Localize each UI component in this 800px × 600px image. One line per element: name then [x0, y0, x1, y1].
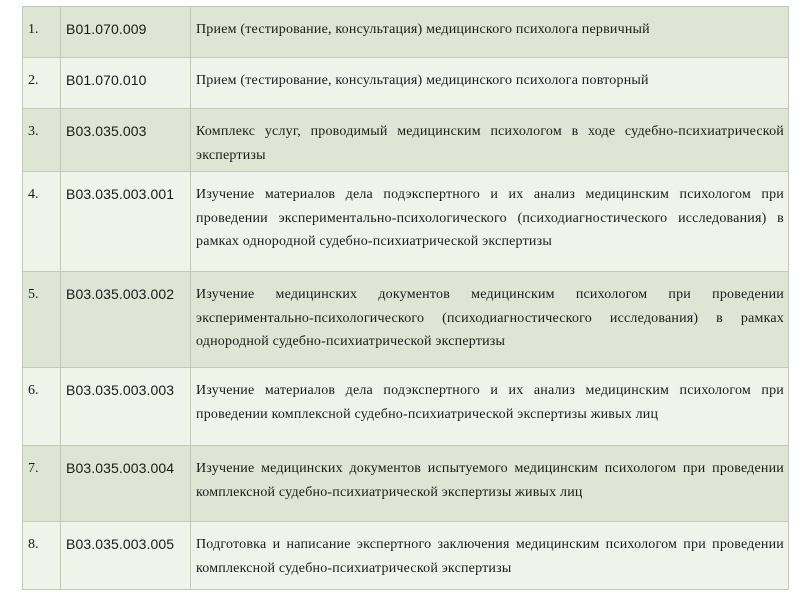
row-number: 7. — [23, 446, 61, 522]
row-number: 3. — [23, 109, 61, 172]
table-row — [23, 172, 789, 272]
table-row — [23, 58, 789, 109]
table-row — [23, 522, 789, 590]
table-row — [23, 446, 789, 522]
row-number: 4. — [23, 172, 61, 272]
service-description: Прием (тестирование, консультация) медицинского психолога первичный — [191, 7, 789, 58]
service-description: Подготовка и написание экспертного заключения медицинским психологом при проведении комплексной судебно-психиатрической экспертизы — [191, 522, 789, 590]
service-description: Изучение медицинских документов испытуемого медицинским психологом при проведении комплексной судебно-психиатрической экспертизы живых лиц — [191, 446, 789, 522]
row-number: 2. — [23, 58, 61, 109]
service-description: Прием (тестирование, консультация) медицинского психолога повторный — [191, 58, 789, 109]
row-number: 8. — [23, 522, 61, 590]
table-row — [23, 7, 789, 58]
table-row — [23, 368, 789, 446]
service-description: Изучение материалов дела подэкспертного и их анализ медицинским психологом при проведении экспериментально-психологического (психодиагностического исследования) в рамках однородной судебно-психиатрической экспертизы — [191, 172, 789, 272]
row-number: 5. — [23, 272, 61, 368]
row-number: 1. — [23, 7, 61, 58]
service-code: B01.070.009 — [61, 7, 191, 58]
service-code: B03.035.003.004 — [61, 446, 191, 522]
service-code: B03.035.003.002 — [61, 272, 191, 368]
service-description: Комплекс услуг, проводимый медицинским психологом в ходе судебно-психиатрической экспертизы — [191, 109, 789, 172]
service-code: B01.070.010 — [61, 58, 191, 109]
service-code: B03.035.003.003 — [61, 368, 191, 446]
table-row — [23, 109, 789, 172]
service-description: Изучение материалов дела подэкспертного и их анализ медицинским психологом при проведении комплексной судебно-психиатрической экспертизы живых лиц — [191, 368, 789, 446]
service-code: B03.035.003.001 — [61, 172, 191, 272]
services-table — [22, 6, 789, 590]
service-description: Изучение медицинских документов медицинским психологом при проведении экспериментально-психологического (психодиагностического исследования) в рамках однородной судебно-психиатрической экспертизы — [191, 272, 789, 368]
service-code: B03.035.003.005 — [61, 522, 191, 590]
table-row — [23, 272, 789, 368]
service-code: B03.035.003 — [61, 109, 191, 172]
row-number: 6. — [23, 368, 61, 446]
